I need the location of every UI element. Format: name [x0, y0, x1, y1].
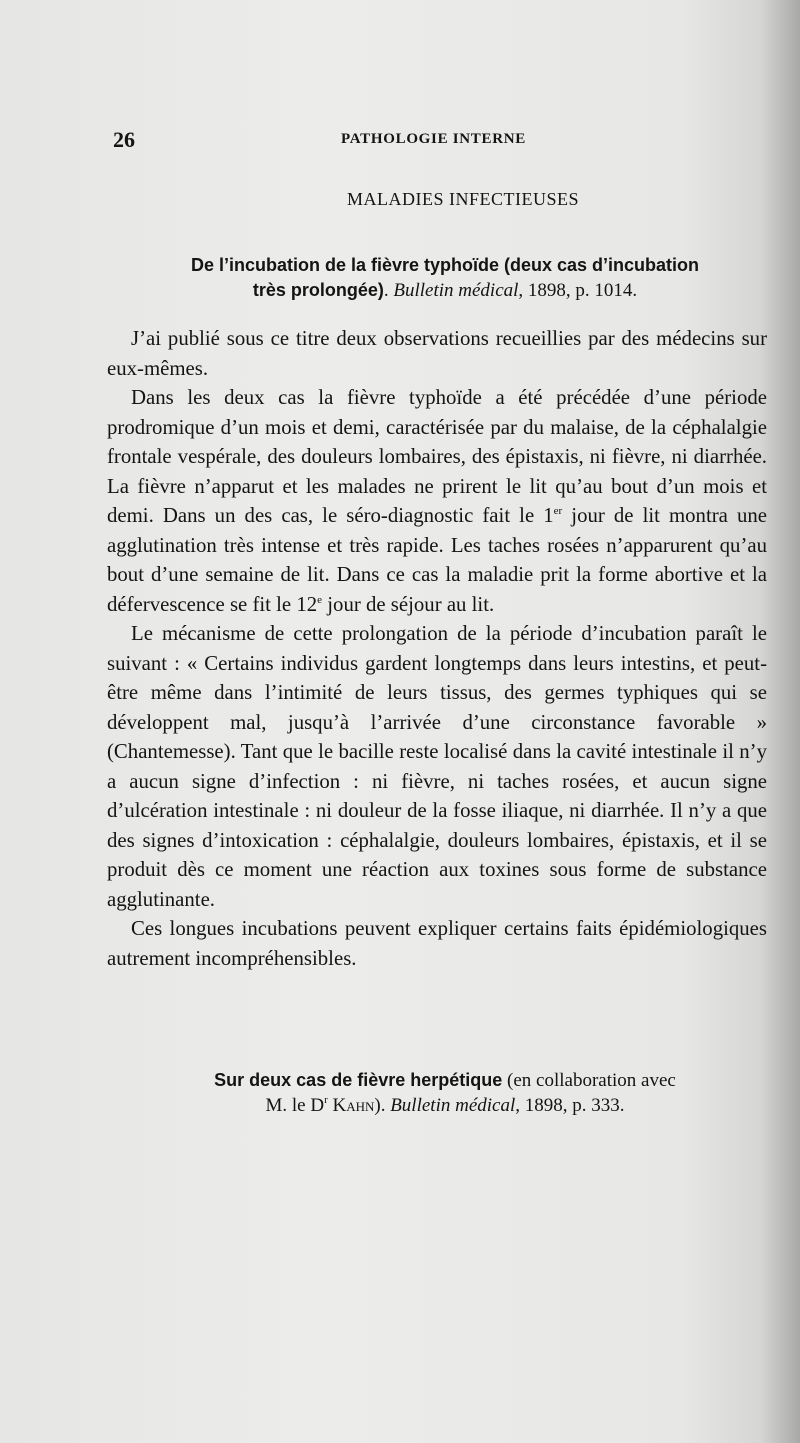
paragraph-2-text-c: jour de séjour au lit. — [322, 592, 495, 616]
reference2-author: Kahn — [332, 1095, 375, 1116]
paragraph-3: Le mécanisme de cette prolongation de la période d’incubation paraît le suivant : « Certains individus gardent longtemps dans leurs intestins, et peut-être même dans l’intimité de leurs tissus, des germes typhiques qui se développent mal, jusqu’à l’arrivée d’une circonstance favorable » (Chantemesse). Tant que le bacille reste localisé dans la cavité intestinale il n’y a aucun signe d’infection : ni fièvre, ni taches rosées, et aucun signe d’ulcération intestinale : ni douleur de la fosse iliaque, ni diarrhée. Il n’y a que des signes d’intoxication : céphalalgie, douleurs lombaires, épistaxis, et il se produit dès ce moment une réaction aux toxines sous forme de substance agglutinante. — [107, 622, 767, 911]
reference-title-line1: De l’incubation de la fièvre typhoïde (deux cas d’incubation — [190, 255, 700, 275]
ordinal-twelfth: 12 — [296, 592, 318, 616]
reference-entry-2: Sur deux cas de fièvre herpétique (en collaboration avec M. le $D^r$ Kahn). Bulletin médical, 1898, p. 333. — [214, 1070, 676, 1116]
reference-title-line2: très prolongée) — [252, 280, 384, 300]
paragraph-1: J’ai publié sous ce titre deux observations recueillies par des médecins sur eux-mêmes. — [107, 327, 767, 380]
body-text — [107, 324, 767, 973]
paragraph-2-text-b: jour de lit montra une agglutination très intense et très rapide. Les taches rosées n’apparurent qu’au bout d’une semaine de lit. Dans ce cas la maladie prit la forme abortive et la défervescence se fit le — [107, 504, 767, 616]
ordinal-first-suffix: er — [553, 505, 563, 517]
reference2-author-prefix: M. le D — [265, 1095, 325, 1116]
paragraph-4: Ces longues incubations peuvent expliquer certains faits épidémiologiques autrement incompréhensibles. — [107, 917, 767, 970]
reference2-journal: Bulletin médical — [390, 1095, 516, 1116]
ordinal-twelfth-suffix: e — [317, 593, 323, 606]
section-title: MALADIES INFECTIEUSES — [346, 189, 579, 209]
page-number: 26 — [113, 127, 135, 152]
reference-entry-1: De l’incubation de la fièvre typhoïde (deux cas d’incubation très prolongée). Bulletin médical, 1898, p. 1014. — [190, 255, 700, 301]
reference2-title: Sur deux cas de fièvre herpétique — [214, 1070, 503, 1090]
paragraph-2-text-a: Dans les deux cas la fièvre typhoïde a été précédée d’une période prodromique d’un mois et demi, caractérisée par du malaise, de la céphalalgie frontale vespérale, des douleurs lombaires, des épistaxis, ni fièvre, ni diarrhée. La fièvre n’apparut et les malades ne prirent le lit qu’au bout d’un mois et demi. Dans un des cas, le séro-diagnostic fait le — [107, 386, 767, 527]
reference2-dr-suffix: r — [324, 1094, 328, 1106]
page-header — [113, 125, 683, 157]
running-title: PATHOLOGIE INTERNE — [341, 131, 526, 147]
reference-journal: Bulletin médical — [393, 280, 519, 301]
paragraph-2 — [107, 383, 767, 619]
reference2-collab: (en collaboration avec — [502, 1070, 676, 1091]
reference-citation: , 1898, p. 1014. — [518, 280, 638, 301]
ordinal-first: 1 — [543, 504, 554, 527]
reference2-citation: , 1898, p. 333. — [515, 1095, 625, 1116]
